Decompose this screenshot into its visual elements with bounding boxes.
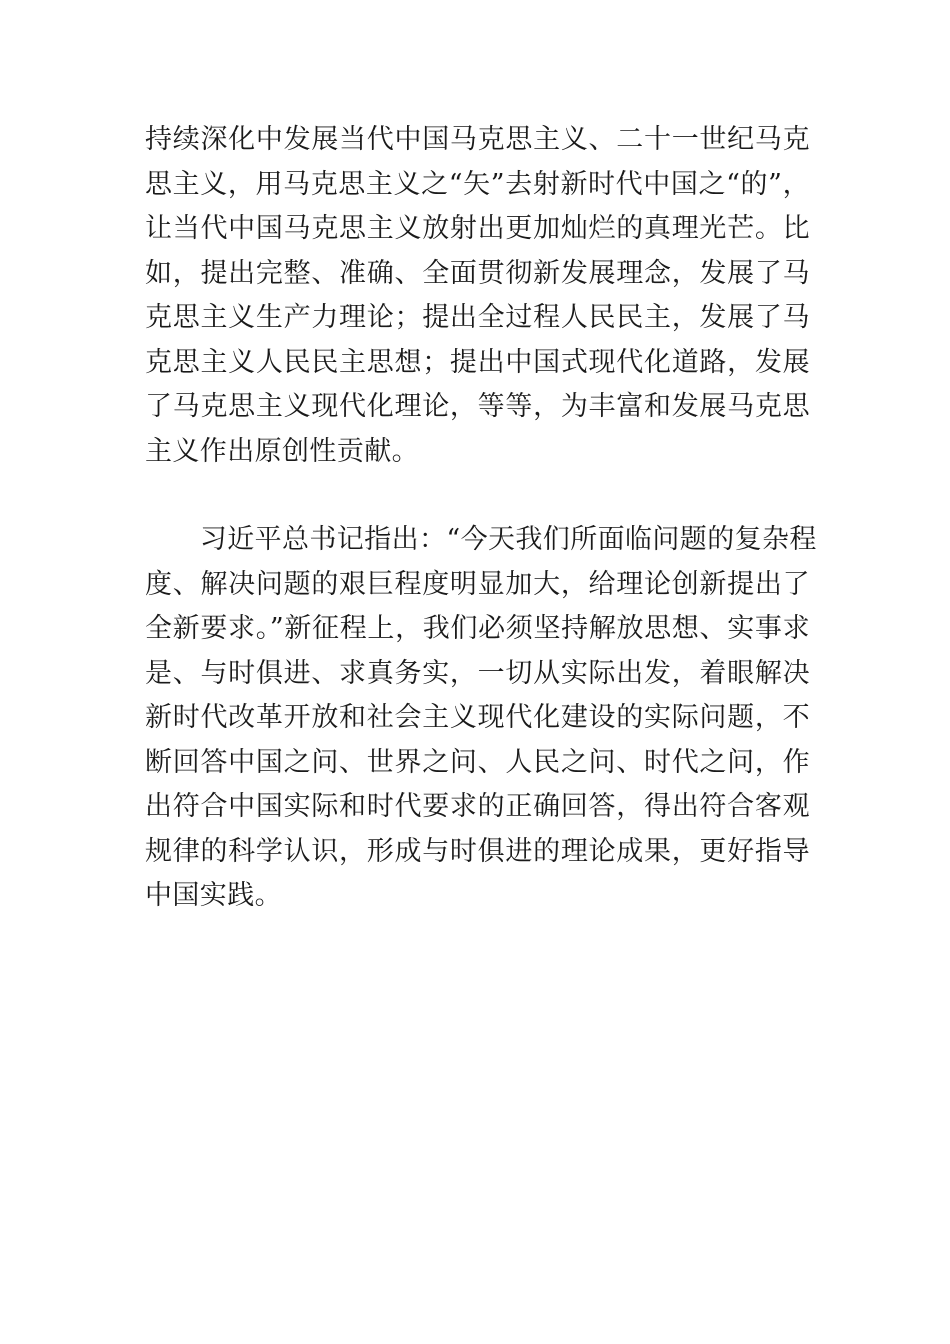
text-line: 新时代改革开放和社会主义现代化建设的实际问题，不 bbox=[145, 702, 810, 733]
text-line: 规律的科学认识，形成与时俱进的理论成果，更好指导 bbox=[145, 835, 810, 867]
text-line: 出符合中国实际和时代要求的正确回答，得出符合客观 bbox=[145, 791, 810, 822]
text-line: 习近平总书记指出：“今天我们所面临问题的复杂程 bbox=[145, 524, 817, 555]
text-line: 全新要求。”新征程上，我们必须坚持解放思想、实事求 bbox=[145, 613, 810, 644]
paragraph-1 bbox=[145, 118, 810, 474]
text-line: 主义作出原创性贡献。 bbox=[145, 435, 419, 467]
text-line: 持续深化中发展当代中国马克思主义、二十一世纪马克 bbox=[145, 124, 810, 155]
text-line: 思主义，用马克思主义之“矢”去射新时代中国之“的”， bbox=[145, 168, 810, 200]
text-line: 断回答中国之问、世界之问、人民之问、时代之问，作 bbox=[145, 746, 810, 778]
paragraph-spacer bbox=[145, 474, 810, 518]
text-line: 是、与时俱进、求真务实，一切从实际出发，着眼解决 bbox=[145, 657, 810, 689]
paragraph-2 bbox=[145, 518, 817, 919]
text-line: 让当代中国马克思主义放射出更加灿烂的真理光芒。比 bbox=[145, 213, 810, 244]
text-line: 了马克思主义现代化理论，等等，为丰富和发展马克思 bbox=[145, 391, 810, 422]
text-line: 如，提出完整、准确、全面贯彻新发展理念，发展了马 bbox=[145, 257, 810, 289]
text-line: 克思主义生产力理论；提出全过程人民民主，发展了马 bbox=[145, 302, 810, 333]
text-line: 克思主义人民民主思想；提出中国式现代化道路，发展 bbox=[145, 346, 810, 378]
text-line: 度、解决问题的艰巨程度明显加大，给理论创新提出了 bbox=[145, 568, 810, 600]
body-text bbox=[145, 118, 817, 919]
text-line: 中国实践。 bbox=[145, 880, 282, 911]
